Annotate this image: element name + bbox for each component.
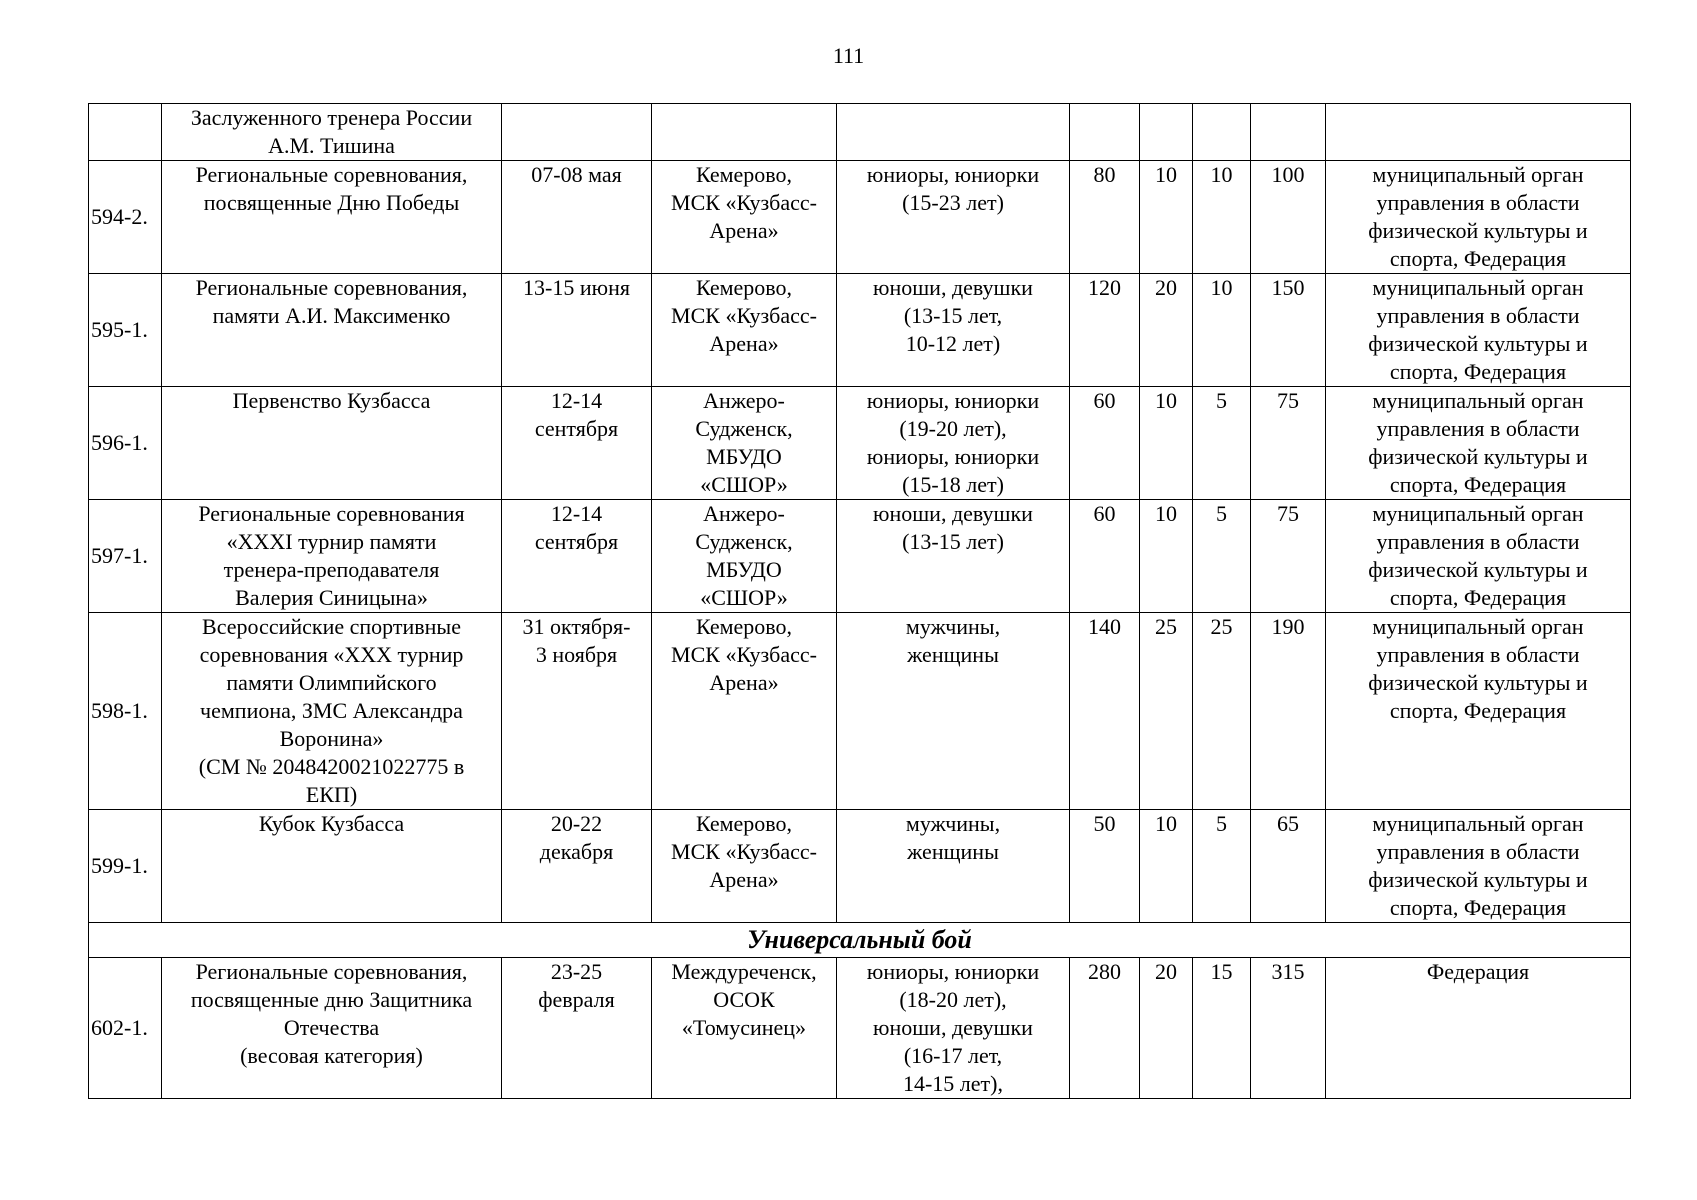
cell-line: физической культуры и: [1368, 557, 1588, 582]
cell-line: ОСОК: [713, 987, 775, 1012]
event-date-cell: [502, 161, 652, 274]
competition-table: [88, 103, 1631, 1099]
organizer-cell: [1326, 613, 1631, 810]
table-row: [89, 958, 1631, 1099]
cell-line: (13-15 лет,: [903, 303, 1003, 328]
coaches-count-cell: 20: [1140, 274, 1193, 387]
athletes-count-cell: 50: [1070, 810, 1140, 923]
event-date-cell: [502, 500, 652, 613]
participants-cell: [837, 161, 1070, 274]
event-date-cell: [502, 104, 652, 161]
cell-line: МСК «Кузбасс-: [671, 303, 817, 328]
table-row: [89, 387, 1631, 500]
total-count-cell: 100: [1251, 161, 1326, 274]
organizer-cell: [1326, 500, 1631, 613]
event-name-cell: [162, 500, 502, 613]
cell-line: «СШОР»: [700, 585, 788, 610]
event-number-cell: 597-1.: [89, 500, 162, 613]
athletes-count-cell: 120: [1070, 274, 1140, 387]
cell-line: муниципальный орган: [1372, 811, 1584, 836]
cell-line: памяти Олимпийского: [226, 670, 437, 695]
event-place-cell: [652, 274, 837, 387]
cell-line: 07-08 мая: [531, 162, 622, 187]
table-row: [89, 613, 1631, 810]
cell-line: февраля: [538, 987, 615, 1012]
cell-line: юноши, девушки: [873, 501, 1033, 526]
cell-line: 10-12 лет): [905, 331, 1001, 356]
organizer-cell: [1326, 161, 1631, 274]
cell-line: Всероссийские спортивные: [202, 614, 461, 639]
cell-line: соревнования «XXX турнир: [199, 642, 464, 667]
cell-line: сентября: [534, 529, 619, 554]
cell-line: (16-17 лет,: [903, 1043, 1003, 1068]
cell-line: спорта, Федерация: [1389, 585, 1567, 610]
cell-line: Анжеро-: [703, 388, 785, 413]
cell-line: Кемерово,: [695, 614, 793, 639]
cell-line: (СМ № 2048420021022775 в: [198, 754, 465, 779]
cell-line: спорта, Федерация: [1389, 895, 1567, 920]
cell-line: МСК «Кузбасс-: [671, 839, 817, 864]
cell-line: 20-22: [550, 811, 603, 836]
cell-line: женщины: [907, 839, 999, 864]
judges-count-cell: 5: [1193, 500, 1251, 613]
section-title: Универсальный бой: [89, 923, 1631, 958]
cell-line: Арена»: [709, 867, 779, 892]
event-number-cell: 596-1.: [89, 387, 162, 500]
cell-line: Кемерово,: [695, 275, 793, 300]
cell-line: спорта, Федерация: [1389, 359, 1567, 384]
event-name-cell: [162, 810, 502, 923]
cell-line: юниоры, юниорки: [866, 162, 1040, 187]
cell-line: физической культуры и: [1368, 867, 1588, 892]
cell-line: Отечества: [283, 1015, 380, 1040]
event-name-cell: [162, 274, 502, 387]
cell-line: МСК «Кузбасс-: [671, 642, 817, 667]
cell-line: Междуреченск,: [671, 959, 817, 984]
table-body: [89, 104, 1631, 1099]
cell-line: памяти А.И. Максименко: [212, 303, 451, 328]
athletes-count-cell: 280: [1070, 958, 1140, 1099]
cell-line: «XXXI турнир памяти: [226, 529, 437, 554]
cell-line: Федерация: [1426, 959, 1530, 984]
cell-line: Валерия Синицына»: [235, 585, 428, 610]
cell-line: Арена»: [709, 218, 779, 243]
cell-line: управления в области: [1376, 303, 1580, 328]
cell-line: физической культуры и: [1368, 444, 1588, 469]
participants-cell: [837, 810, 1070, 923]
cell-line: Судженск,: [695, 529, 793, 554]
cell-line: физической культуры и: [1368, 670, 1588, 695]
event-number-cell: 602-1.: [89, 958, 162, 1099]
judges-count-cell: 5: [1193, 810, 1251, 923]
cell-line: юниоры, юниорки: [866, 388, 1040, 413]
cell-line: МБУДО: [706, 557, 782, 582]
organizer-cell: [1326, 810, 1631, 923]
athletes-count-cell: 60: [1070, 500, 1140, 613]
cell-line: Кубок Кузбасса: [258, 811, 405, 836]
cell-line: физической культуры и: [1368, 218, 1588, 243]
event-number-cell: 599-1.: [89, 810, 162, 923]
cell-line: Кемерово,: [695, 811, 793, 836]
table-row: [89, 104, 1631, 161]
event-number-cell: 594-2.: [89, 161, 162, 274]
cell-line: Кемерово,: [695, 162, 793, 187]
coaches-count-cell: 10: [1140, 500, 1193, 613]
event-place-cell: [652, 387, 837, 500]
cell-line: посвященные дню Защитника: [190, 987, 473, 1012]
cell-line: муниципальный орган: [1372, 501, 1584, 526]
coaches-count-cell: [1140, 104, 1193, 161]
cell-line: спорта, Федерация: [1389, 246, 1567, 271]
judges-count-cell: 10: [1193, 161, 1251, 274]
cell-line: Региональные соревнования,: [195, 275, 468, 300]
event-number-cell: 598-1.: [89, 613, 162, 810]
cell-line: (15-23 лет): [902, 190, 1004, 215]
cell-line: 13-15 июня: [523, 275, 630, 300]
cell-line: 31 октября-: [522, 614, 631, 639]
event-place-cell: [652, 958, 837, 1099]
cell-line: «СШОР»: [700, 472, 788, 497]
cell-line: Заслуженного тренера России: [190, 105, 473, 130]
cell-line: спорта, Федерация: [1389, 698, 1567, 723]
cell-line: Анжеро-: [703, 501, 785, 526]
cell-line: женщины: [907, 642, 999, 667]
cell-line: юниоры, юниорки: [866, 444, 1040, 469]
cell-line: юноши, девушки: [873, 275, 1033, 300]
event-number-cell: [89, 104, 162, 161]
cell-line: «Томусинец»: [681, 1015, 807, 1040]
event-date-cell: [502, 958, 652, 1099]
cell-line: Судженск,: [695, 416, 793, 441]
event-place-cell: [652, 104, 837, 161]
cell-line: спорта, Федерация: [1389, 472, 1567, 497]
cell-line: управления в области: [1376, 416, 1580, 441]
cell-line: чемпиона, ЗМС Александра: [200, 698, 463, 723]
cell-line: (19-20 лет),: [899, 416, 1007, 441]
participants-cell: [837, 613, 1070, 810]
cell-line: 14-15 лет),: [902, 1071, 1003, 1096]
event-name-cell: [162, 161, 502, 274]
total-count-cell: 75: [1251, 387, 1326, 500]
event-name-cell: [162, 104, 502, 161]
cell-line: муниципальный орган: [1372, 162, 1584, 187]
event-name-cell: [162, 613, 502, 810]
coaches-count-cell: 10: [1140, 387, 1193, 500]
cell-line: сентября: [534, 416, 619, 441]
cell-line: управления в области: [1376, 529, 1580, 554]
cell-line: ЕКП): [305, 782, 358, 807]
total-count-cell: [1251, 104, 1326, 161]
event-date-cell: [502, 810, 652, 923]
coaches-count-cell: 20: [1140, 958, 1193, 1099]
judges-count-cell: 25: [1193, 613, 1251, 810]
athletes-count-cell: 140: [1070, 613, 1140, 810]
cell-line: 23-25: [550, 959, 603, 984]
cell-line: муниципальный орган: [1372, 614, 1584, 639]
cell-line: (весовая категория): [240, 1043, 423, 1068]
coaches-count-cell: 10: [1140, 161, 1193, 274]
organizer-cell: [1326, 387, 1631, 500]
total-count-cell: 190: [1251, 613, 1326, 810]
event-place-cell: [652, 613, 837, 810]
cell-line: мужчины,: [905, 811, 1001, 836]
cell-line: (18-20 лет),: [899, 987, 1007, 1012]
participants-cell: [837, 500, 1070, 613]
cell-line: 3 ноября: [535, 642, 618, 667]
event-place-cell: [652, 161, 837, 274]
athletes-count-cell: 60: [1070, 387, 1140, 500]
organizer-cell: [1326, 274, 1631, 387]
cell-line: Региональные соревнования: [198, 501, 465, 526]
cell-line: муниципальный орган: [1372, 388, 1584, 413]
total-count-cell: 315: [1251, 958, 1326, 1099]
cell-line: Воронина»: [279, 726, 384, 751]
event-date-cell: [502, 274, 652, 387]
athletes-count-cell: 80: [1070, 161, 1140, 274]
cell-line: 12-14: [550, 388, 603, 413]
event-name-cell: [162, 387, 502, 500]
table-row: [89, 810, 1631, 923]
cell-line: мужчины,: [905, 614, 1001, 639]
cell-line: муниципальный орган: [1372, 275, 1584, 300]
athletes-count-cell: [1070, 104, 1140, 161]
judges-count-cell: [1193, 104, 1251, 161]
judges-count-cell: 5: [1193, 387, 1251, 500]
cell-line: управления в области: [1376, 839, 1580, 864]
coaches-count-cell: 25: [1140, 613, 1193, 810]
organizer-cell: [1326, 958, 1631, 1099]
event-date-cell: [502, 387, 652, 500]
page-number: 111: [832, 43, 865, 68]
cell-line: управления в области: [1376, 642, 1580, 667]
participants-cell: [837, 274, 1070, 387]
table-row: [89, 161, 1631, 274]
event-number-cell: 595-1.: [89, 274, 162, 387]
cell-line: (13-15 лет): [902, 529, 1004, 554]
event-name-cell: [162, 958, 502, 1099]
total-count-cell: 65: [1251, 810, 1326, 923]
cell-line: Региональные соревнования,: [195, 162, 468, 187]
event-place-cell: [652, 810, 837, 923]
event-place-cell: [652, 500, 837, 613]
judges-count-cell: 15: [1193, 958, 1251, 1099]
cell-line: Арена»: [709, 331, 779, 356]
section-header-row: [89, 923, 1631, 958]
total-count-cell: 75: [1251, 500, 1326, 613]
cell-line: юноши, девушки: [873, 1015, 1033, 1040]
cell-line: юниоры, юниорки: [866, 959, 1040, 984]
total-count-cell: 150: [1251, 274, 1326, 387]
cell-line: физической культуры и: [1368, 331, 1588, 356]
cell-line: Региональные соревнования,: [195, 959, 468, 984]
cell-line: А.М. Тишина: [268, 133, 395, 158]
cell-line: МСК «Кузбасс-: [671, 190, 817, 215]
cell-line: декабря: [539, 839, 614, 864]
cell-line: МБУДО: [706, 444, 782, 469]
event-date-cell: [502, 613, 652, 810]
participants-cell: [837, 387, 1070, 500]
organizer-cell: [1326, 104, 1631, 161]
judges-count-cell: 10: [1193, 274, 1251, 387]
participants-cell: [837, 104, 1070, 161]
coaches-count-cell: 10: [1140, 810, 1193, 923]
cell-line: управления в области: [1376, 190, 1580, 215]
table-row: [89, 500, 1631, 613]
cell-line: тренера-преподавателя: [223, 557, 440, 582]
cell-line: 12-14: [550, 501, 603, 526]
cell-line: (15-18 лет): [902, 472, 1004, 497]
cell-line: Первенство Кузбасса: [232, 388, 431, 413]
table-row: [89, 274, 1631, 387]
participants-cell: [837, 958, 1070, 1099]
cell-line: посвященные Дню Победы: [203, 190, 460, 215]
cell-line: Арена»: [709, 670, 779, 695]
